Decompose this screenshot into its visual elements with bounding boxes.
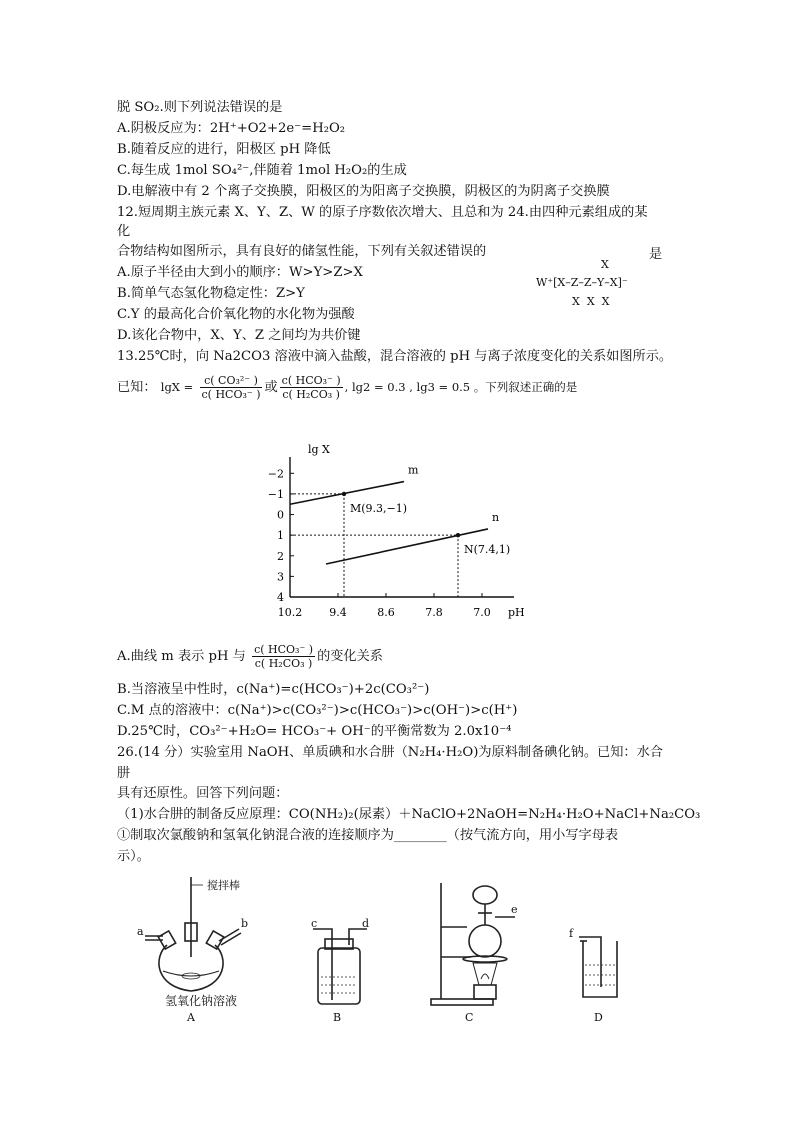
x-axis-title: pH	[508, 606, 525, 619]
known-prefix: 已知：	[117, 380, 157, 395]
fraction-2-den: c( H₂CO₃ )	[282, 388, 340, 401]
q11-option-d: D.电解液中有 2 个离子交换膜，阳极区的为阳离子交换膜，阴极区的为阴离子交换膜	[117, 184, 610, 199]
q26-stem-line1b: 肼	[117, 766, 131, 781]
point-0	[342, 492, 346, 496]
stirrer-label: 搅拌棒	[207, 879, 240, 892]
or-word: 或	[264, 380, 278, 395]
fraction-1-den: c( HCO₃⁻ )	[201, 388, 261, 401]
label-b: B	[333, 1011, 342, 1024]
q13-option-c: C.M 点的溶液中：c(Na⁺)>c(CO₃²⁻)>c(HCO₃⁻)>c(OH⁻)>c(H⁺)	[117, 703, 518, 718]
q13-option-a	[117, 642, 383, 672]
option-a-fraction-num: c( HCO₃⁻ )	[254, 643, 314, 656]
label-d: D	[594, 1011, 603, 1024]
q12-stem-end: 是	[649, 247, 663, 262]
q11-option-a: A.阴极反应为：2H⁺+O2+2e⁻=H₂O₂	[117, 121, 346, 136]
compound-structure	[536, 258, 640, 312]
lgx-label: lgX =	[160, 380, 194, 394]
q12-option-b: B.简单气态氢化物稳定性：Z>Y	[117, 286, 305, 301]
label-a: A	[187, 1011, 195, 1024]
apparatus-b	[313, 929, 367, 1004]
port-a: a	[137, 925, 144, 938]
apparatus-figure	[135, 875, 625, 1025]
y-tick-label: 2	[277, 549, 284, 563]
q26-stem-line2: 具有还原性。回答下列问题：	[117, 786, 289, 801]
x-tick-label: 7.0	[473, 606, 491, 619]
structure-bottom: X X X	[572, 295, 610, 308]
apparatus-a	[145, 877, 241, 991]
apparatus-d	[579, 937, 617, 997]
q26-stem-line4: ①制取次氯酸钠和氢氧化钠混合液的连接顺序为________（按气流方向，用小写字母表	[117, 828, 619, 843]
fraction-1	[200, 374, 263, 401]
q26-stem-line1: 26.(14 分）实验室用 NaOH、单质碘和水合肼（N₂H₄·H₂O)为原料制备碘化钠。已知：水合	[117, 745, 663, 760]
q12-option-a: A.原子半径由大到小的顺序：W>Y>Z>X	[117, 265, 363, 280]
option-a-fraction-den: c( H₂CO₃ )	[254, 657, 313, 670]
fraction-2	[280, 374, 343, 401]
q12-option-c: C.Y 的最高化合价氧化物的水化物为强酸	[117, 307, 355, 322]
x-tick-label: 8.6	[377, 606, 395, 619]
q13-stem-line1: 13.25℃时，向 Na2CO3 溶液中滴入盐酸，混合溶液的 pH 与离子浓度变化的关系如图所示。	[117, 349, 673, 364]
x-tick-label: 10.2	[277, 606, 303, 619]
q12-stem-line1: 12.短周期主族元素 X、Y、Z、W 的原子序数依次增大、且总和为 24.由四种元素组成的某	[117, 205, 648, 220]
q12-stem-line1b: 化	[117, 224, 131, 239]
structure-middle: W⁺[X–Z–Z–Y–X]⁻	[536, 276, 628, 289]
lgx-ph-chart	[262, 437, 528, 629]
y-tick-label: 1	[277, 529, 284, 543]
point-label-1: N(7.4,1)	[464, 543, 511, 557]
q13-known	[117, 372, 577, 403]
port-b: b	[241, 917, 249, 930]
series-label-m: m	[408, 463, 419, 477]
q26-stem-line3: （1)水合肼的制备反应原理：CO(NH₂)₂(尿素）＋NaClO+2NaOH=N₂H₄·H₂O+NaCl+Na₂CO₃	[117, 807, 701, 822]
q11-option-b: B.随着反应的进行，阳极区 pH 降低	[117, 142, 331, 157]
q13-option-d: D.25℃时，CO₃²⁻+H₂O= HCO₃⁻+ OH⁻的平衡常数为 2.0x10⁻⁴	[117, 724, 512, 739]
series-label-n: n	[492, 510, 500, 524]
y-tick-label: −2	[267, 467, 284, 481]
q26-stem-line5: 示）。	[117, 849, 150, 864]
port-f: f	[569, 927, 574, 940]
fraction-1-num: c( CO₃²⁻ )	[200, 374, 263, 388]
y-tick-label: −1	[267, 487, 284, 501]
port-c: c	[311, 917, 318, 930]
option-a-fraction	[252, 643, 315, 670]
fraction-2-num: c( HCO₃⁻ )	[281, 374, 341, 387]
x-tick-label: 7.8	[425, 606, 443, 619]
q12-stem-line2: 合物结构如图所示，具有良好的储氢性能，下列有关叙述错误的	[117, 244, 487, 259]
q13-option-b: B.当溶液呈中性时，c(Na⁺)=c(HCO₃⁻)+2c(CO₃²⁻)	[117, 682, 430, 697]
point-1	[456, 533, 460, 537]
port-d: d	[362, 917, 370, 930]
apparatus-c	[431, 883, 515, 1005]
q12-option-d: D.该化合物中，X、Y、Z 之间均为共价键	[117, 328, 361, 343]
point-label-0: M(9.3,−1)	[350, 501, 408, 515]
q13-option-a-prefix: A.曲线 m 表示 pH 与	[117, 649, 246, 664]
y-axis-title: lg X	[308, 443, 330, 456]
series-line-m	[290, 482, 404, 505]
q11-intro: 脱 SO₂.则下列说法错误的是	[117, 100, 283, 115]
x-tick-label: 9.4	[329, 606, 347, 619]
structure-top: X	[601, 258, 609, 271]
y-tick-label: 0	[277, 508, 284, 522]
known-tail: , lg2 = 0.3 , lg3 = 0.5 。下列叙述正确的是	[344, 380, 578, 394]
label-c: C	[465, 1011, 474, 1024]
port-e: e	[511, 903, 518, 916]
y-tick-label: 3	[277, 570, 284, 584]
q13-option-a-suffix: 的变化关系	[317, 649, 383, 664]
q11-option-c: C.每生成 1mol SO₄²⁻,伴随着 1mol H₂O₂的生成	[117, 163, 407, 178]
solution-label: 氢氧化钠溶液	[165, 994, 238, 1008]
y-tick-label: 4	[277, 591, 284, 604]
